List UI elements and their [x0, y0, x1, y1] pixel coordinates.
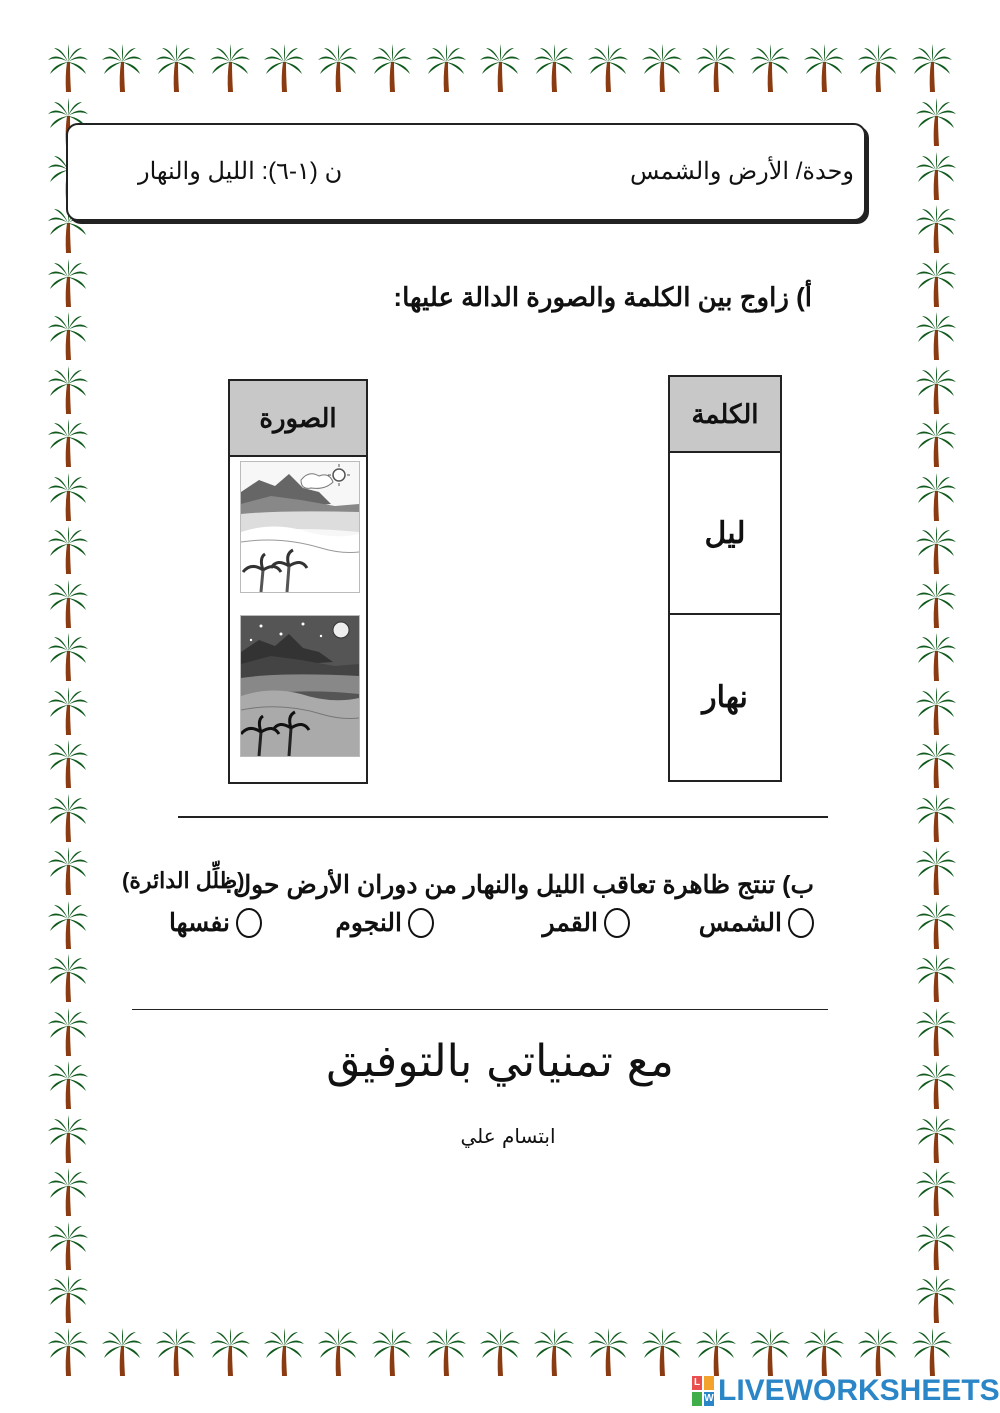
palm-tree-icon: [48, 633, 88, 683]
option-sun-circle[interactable]: [788, 908, 814, 938]
option-moon-label: القمر: [542, 909, 598, 937]
word-cell-night[interactable]: ليل: [670, 453, 780, 615]
palm-tree-icon: [372, 44, 412, 94]
palm-tree-icon: [750, 44, 790, 94]
image-column-header: الصورة: [230, 381, 366, 457]
palm-tree-icon: [858, 1328, 898, 1378]
unit-title: وحدة/ الأرض والشمس: [629, 158, 854, 185]
palm-tree-icon: [48, 1275, 88, 1325]
word-column-header: الكلمة: [670, 377, 780, 453]
palm-tree-icon: [534, 1328, 574, 1378]
palm-tree-icon: [916, 1222, 956, 1272]
palm-tree-icon: [48, 419, 88, 469]
palm-tree-icon: [156, 1328, 196, 1378]
palm-tree-icon: [48, 526, 88, 576]
palm-tree-icon: [48, 847, 88, 897]
palm-tree-icon: [804, 44, 844, 94]
palm-tree-icon: [916, 580, 956, 630]
option-stars-label: النجوم: [335, 909, 402, 937]
palm-tree-icon: [372, 1328, 412, 1378]
palm-tree-icon: [916, 526, 956, 576]
option-stars[interactable]: [335, 908, 434, 938]
palm-tree-icon: [916, 152, 956, 202]
palm-tree-icon: [916, 1168, 956, 1218]
palm-tree-icon: [48, 901, 88, 951]
palm-tree-icon: [264, 1328, 304, 1378]
palm-tree-icon: [858, 44, 898, 94]
palm-tree-icon: [48, 740, 88, 790]
palm-tree-icon: [696, 44, 736, 94]
day-beach-icon: [241, 462, 359, 592]
palm-tree-icon: [916, 419, 956, 469]
question-b-instruction: (ظلِّل الدائرة): [122, 868, 245, 893]
option-sun-label: الشمس: [698, 909, 782, 937]
option-itself[interactable]: [169, 908, 262, 938]
palm-tree-icon: [912, 44, 952, 94]
palm-tree-icon: [102, 44, 142, 94]
palm-tree-icon: [534, 44, 574, 94]
night-image[interactable]: [240, 615, 360, 757]
palm-tree-icon: [916, 312, 956, 362]
palm-tree-icon: [48, 312, 88, 362]
palm-tree-icon: [642, 44, 682, 94]
palm-tree-icon: [916, 1275, 956, 1325]
palm-tree-icon: [916, 473, 956, 523]
divider-b: [132, 1009, 828, 1010]
palm-tree-icon: [156, 44, 196, 94]
palm-tree-icon: [916, 259, 956, 309]
palm-tree-icon: [48, 366, 88, 416]
closing-message: مع تمنياتي بالتوفيق: [326, 1036, 674, 1087]
palm-tree-icon: [48, 794, 88, 844]
palm-tree-icon: [48, 1328, 88, 1378]
palm-tree-icon: [48, 473, 88, 523]
option-moon[interactable]: [543, 908, 630, 938]
palm-tree-icon: [916, 847, 956, 897]
palm-tree-icon: [916, 98, 956, 148]
palm-tree-icon: [102, 1328, 142, 1378]
palm-tree-icon: [48, 44, 88, 94]
option-moon-circle[interactable]: [604, 908, 630, 938]
option-itself-circle[interactable]: [236, 908, 262, 938]
palm-tree-icon: [48, 687, 88, 737]
image-column: [228, 379, 368, 784]
palm-tree-icon: [588, 1328, 628, 1378]
option-itself-label: نفسها: [168, 909, 230, 937]
palm-tree-icon: [48, 580, 88, 630]
question-b-prompt: ب) تنتج ظاهرة تعاقب الليل والنهار من دوران الأرض حول:: [224, 871, 814, 899]
palm-tree-icon: [426, 44, 466, 94]
liveworksheets-brand: LIVEWORKSHEETS: [718, 1374, 1000, 1407]
word-cell-day[interactable]: نهار: [702, 681, 748, 714]
palm-tree-icon: [916, 740, 956, 790]
palm-tree-icon: [696, 1328, 736, 1378]
palm-tree-icon: [916, 954, 956, 1004]
palm-tree-icon: [916, 633, 956, 683]
question-a-prompt: أ) زاوج بين الكلمة والصورة الدالة عليها:: [393, 282, 812, 312]
palm-tree-icon: [426, 1328, 466, 1378]
option-sun[interactable]: [699, 908, 814, 938]
author-name: ابتسام علي: [460, 1124, 556, 1148]
palm-tree-icon: [916, 901, 956, 951]
palm-tree-icon: [642, 1328, 682, 1378]
palm-tree-icon: [264, 44, 304, 94]
palm-tree-icon: [48, 954, 88, 1004]
palm-tree-icon: [916, 205, 956, 255]
palm-tree-icon: [804, 1328, 844, 1378]
palm-tree-icon: [318, 1328, 358, 1378]
liveworksheets-logo-icon: L W: [693, 1377, 714, 1404]
palm-tree-icon: [588, 44, 628, 94]
palm-tree-icon: [480, 1328, 520, 1378]
palm-tree-icon: [916, 794, 956, 844]
palm-tree-icon: [48, 1222, 88, 1272]
palm-tree-icon: [750, 1328, 790, 1378]
palm-tree-icon: [210, 1328, 250, 1378]
palm-tree-icon: [210, 44, 250, 94]
divider-a: [178, 816, 828, 818]
palm-tree-icon: [916, 366, 956, 416]
palm-tree-icon: [48, 1168, 88, 1218]
option-stars-circle[interactable]: [408, 908, 434, 938]
lesson-title: ن (١-٦): الليل والنهار: [138, 158, 343, 185]
palm-tree-icon: [318, 44, 358, 94]
palm-tree-icon: [916, 687, 956, 737]
night-beach-icon: [241, 616, 359, 756]
word-column: [668, 375, 782, 782]
palm-tree-icon: [480, 44, 520, 94]
palm-tree-icon: [48, 259, 88, 309]
day-image[interactable]: [240, 461, 360, 593]
palm-tree-icon: [912, 1328, 952, 1378]
